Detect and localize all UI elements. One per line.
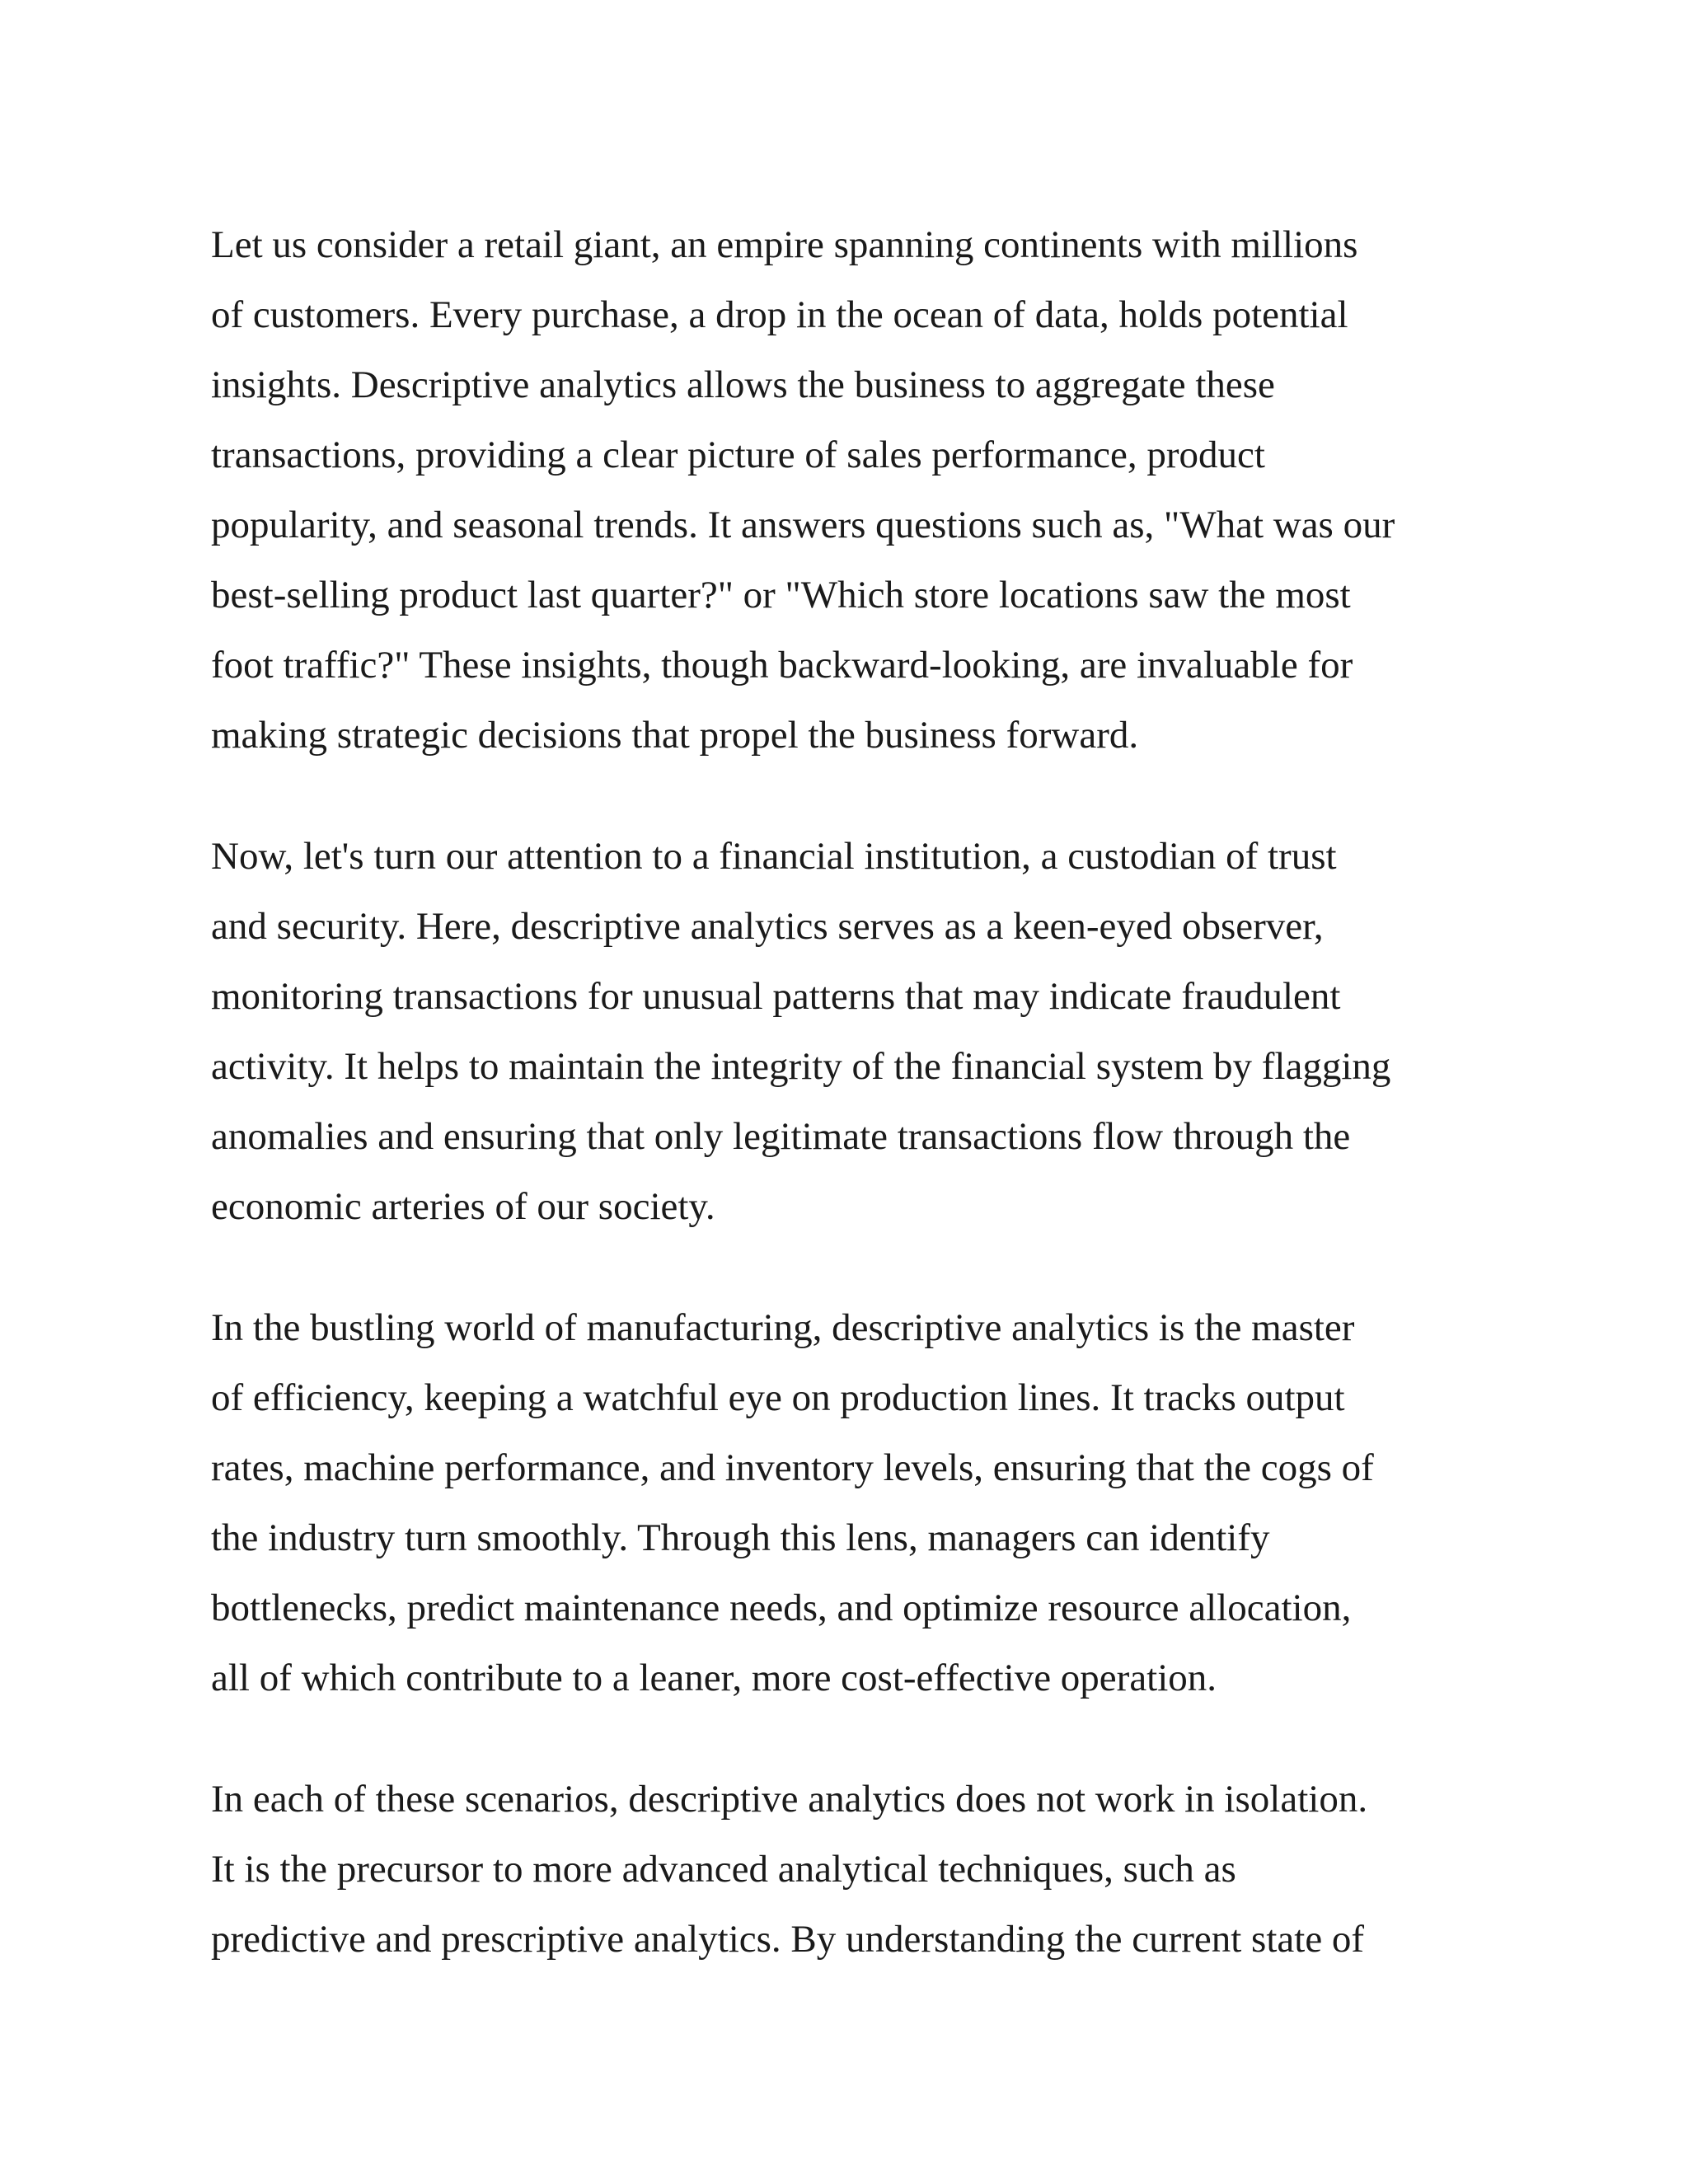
text-line: predictive and prescriptive analytics. By understanding the current state of	[211, 1918, 1365, 1961]
text-line: activity. It helps to maintain the integrity of the financial system by flagging	[211, 1045, 1391, 1088]
text-line: monitoring transactions for unusual patterns that may indicate fraudulent	[211, 975, 1341, 1018]
text-line: economic arteries of our society.	[211, 1185, 715, 1228]
text-line: and security. Here, descriptive analytics serves as a keen-eyed observer,	[211, 905, 1324, 948]
document-body	[211, 210, 1530, 2026]
text-line: In each of these scenarios, descriptive analytics does not work in isolation.	[211, 1778, 1368, 1821]
text-line: anomalies and ensuring that only legitimate transactions flow through the	[211, 1115, 1351, 1158]
text-line: rates, machine performance, and inventory levels, ensuring that the cogs of	[211, 1446, 1374, 1489]
text-line: Now, let's turn our attention to a financial institution, a custodian of trust	[211, 835, 1337, 878]
text-line: all of which contribute to a leaner, more cost-effective operation.	[211, 1657, 1217, 1699]
paragraph-retail	[211, 210, 1530, 771]
text-line: of customers. Every purchase, a drop in the ocean of data, holds potential	[211, 293, 1348, 336]
paragraph-scenarios	[211, 1765, 1530, 1975]
text-line: popularity, and seasonal trends. It answers questions such as, "What was our	[211, 504, 1395, 546]
text-line: It is the precursor to more advanced analytical techniques, such as	[211, 1848, 1236, 1891]
text-line: the industry turn smoothly. Through this lens, managers can identify	[211, 1516, 1270, 1559]
text-line: In the bustling world of manufacturing, descriptive analytics is the master	[211, 1306, 1355, 1349]
text-line: insights. Descriptive analytics allows the business to aggregate these	[211, 363, 1275, 406]
text-line: Let us consider a retail giant, an empire spanning continents with millions	[211, 223, 1358, 266]
text-line: foot traffic?" These insights, though backward-looking, are invaluable for	[211, 644, 1353, 687]
text-line: bottlenecks, predict maintenance needs, and optimize resource allocation,	[211, 1586, 1352, 1629]
paragraph-financial	[211, 822, 1530, 1242]
text-line: transactions, providing a clear picture of sales performance, product	[211, 434, 1265, 476]
text-line: of efficiency, keeping a watchful eye on production lines. It tracks output	[211, 1376, 1345, 1419]
paragraph-manufacturing	[211, 1293, 1530, 1713]
text-line: making strategic decisions that propel the business forward.	[211, 714, 1139, 757]
text-line: best-selling product last quarter?" or "Which store locations saw the most	[211, 574, 1351, 616]
